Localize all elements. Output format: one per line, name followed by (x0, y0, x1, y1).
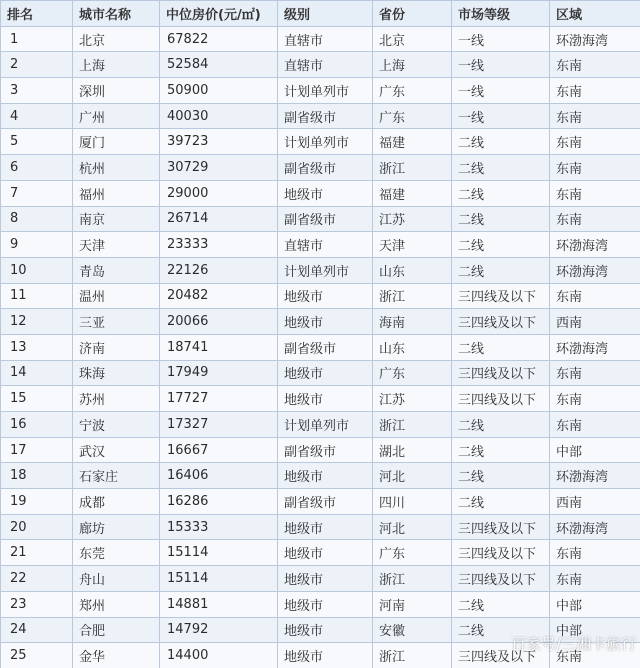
region-cell: 东南 (550, 566, 640, 592)
market-tier-cell: 二线 (452, 437, 550, 463)
table-row (1, 334, 640, 360)
header-province: 省份 (373, 1, 452, 27)
rank-cell: 9 (1, 232, 73, 258)
region-cell: 西南 (550, 309, 640, 335)
price-cell: 20066 (160, 309, 278, 335)
city-cell: 郑州 (73, 591, 160, 617)
price-cell: 16286 (160, 489, 278, 515)
province-cell: 江苏 (373, 386, 452, 412)
city-cell: 石家庄 (73, 463, 160, 489)
market-tier-cell: 二线 (452, 334, 550, 360)
rank-cell: 1 (1, 26, 73, 52)
region-cell: 东南 (550, 103, 640, 129)
market-tier-cell: 三四线及以下 (452, 283, 550, 309)
province-cell: 上海 (373, 52, 452, 78)
table-row (1, 103, 640, 129)
province-cell: 浙江 (373, 412, 452, 438)
market-tier-cell: 二线 (452, 180, 550, 206)
rank-cell: 20 (1, 514, 73, 540)
region-cell: 环渤海湾 (550, 334, 640, 360)
level-cell: 地级市 (278, 540, 373, 566)
market-tier-cell: 二线 (452, 155, 550, 181)
province-cell: 浙江 (373, 283, 452, 309)
table-row (1, 309, 640, 335)
province-cell: 四川 (373, 489, 452, 515)
level-cell: 直辖市 (278, 52, 373, 78)
header-region: 区域 (550, 1, 640, 27)
level-cell: 地级市 (278, 360, 373, 386)
market-tier-cell: 二线 (452, 591, 550, 617)
price-cell: 15114 (160, 540, 278, 566)
rank-cell: 5 (1, 129, 73, 155)
city-cell: 济南 (73, 334, 160, 360)
province-cell: 山东 (373, 257, 452, 283)
rank-cell: 17 (1, 437, 73, 463)
market-tier-cell: 三四线及以下 (452, 566, 550, 592)
price-cell: 17949 (160, 360, 278, 386)
province-cell: 河南 (373, 591, 452, 617)
city-cell: 珠海 (73, 360, 160, 386)
market-tier-cell: 二线 (452, 129, 550, 155)
market-tier-cell: 一线 (452, 78, 550, 104)
rank-cell: 14 (1, 360, 73, 386)
market-tier-cell: 二线 (452, 617, 550, 643)
level-cell: 计划单列市 (278, 257, 373, 283)
market-tier-cell: 三四线及以下 (452, 643, 550, 668)
table-row (1, 514, 640, 540)
market-tier-cell: 三四线及以下 (452, 386, 550, 412)
city-cell: 青岛 (73, 257, 160, 283)
price-cell: 14881 (160, 591, 278, 617)
price-cell: 16667 (160, 437, 278, 463)
level-cell: 地级市 (278, 180, 373, 206)
rank-cell: 15 (1, 386, 73, 412)
rank-cell: 4 (1, 103, 73, 129)
city-cell: 廊坊 (73, 514, 160, 540)
level-cell: 直辖市 (278, 26, 373, 52)
city-cell: 宁波 (73, 412, 160, 438)
rank-cell: 13 (1, 334, 73, 360)
province-cell: 广东 (373, 360, 452, 386)
market-tier-cell: 三四线及以下 (452, 514, 550, 540)
price-cell: 29000 (160, 180, 278, 206)
table-row (1, 360, 640, 386)
level-cell: 地级市 (278, 283, 373, 309)
price-cell: 20482 (160, 283, 278, 309)
region-cell: 西南 (550, 489, 640, 515)
rank-cell: 18 (1, 463, 73, 489)
region-cell: 中部 (550, 617, 640, 643)
market-tier-cell: 三四线及以下 (452, 309, 550, 335)
rank-cell: 22 (1, 566, 73, 592)
province-cell: 北京 (373, 26, 452, 52)
rank-cell: 24 (1, 617, 73, 643)
region-cell: 东南 (550, 206, 640, 232)
level-cell: 副省级市 (278, 103, 373, 129)
province-cell: 浙江 (373, 155, 452, 181)
rank-cell: 3 (1, 78, 73, 104)
region-cell: 环渤海湾 (550, 257, 640, 283)
region-cell: 环渤海湾 (550, 514, 640, 540)
region-cell: 东南 (550, 155, 640, 181)
region-cell: 东南 (550, 386, 640, 412)
level-cell: 计划单列市 (278, 129, 373, 155)
price-cell: 15114 (160, 566, 278, 592)
rank-cell: 21 (1, 540, 73, 566)
level-cell: 地级市 (278, 566, 373, 592)
region-cell: 环渤海湾 (550, 26, 640, 52)
city-cell: 广州 (73, 103, 160, 129)
price-cell: 17327 (160, 412, 278, 438)
region-cell: 环渤海湾 (550, 463, 640, 489)
city-cell: 三亚 (73, 309, 160, 335)
price-cell: 40030 (160, 103, 278, 129)
province-cell: 山东 (373, 334, 452, 360)
table-header (1, 1, 640, 27)
city-cell: 东莞 (73, 540, 160, 566)
rank-cell: 10 (1, 257, 73, 283)
price-cell: 16406 (160, 463, 278, 489)
header-row (1, 1, 640, 27)
level-cell: 副省级市 (278, 334, 373, 360)
city-cell: 深圳 (73, 78, 160, 104)
level-cell: 副省级市 (278, 206, 373, 232)
province-cell: 江苏 (373, 206, 452, 232)
price-cell: 15333 (160, 514, 278, 540)
market-tier-cell: 二线 (452, 232, 550, 258)
province-cell: 河北 (373, 514, 452, 540)
header-level: 级别 (278, 1, 373, 27)
city-cell: 上海 (73, 52, 160, 78)
table-row (1, 386, 640, 412)
city-cell: 金华 (73, 643, 160, 668)
market-tier-cell: 二线 (452, 412, 550, 438)
region-cell: 东南 (550, 540, 640, 566)
region-cell: 东南 (550, 643, 640, 668)
city-cell: 天津 (73, 232, 160, 258)
level-cell: 副省级市 (278, 437, 373, 463)
region-cell: 东南 (550, 360, 640, 386)
province-cell: 河北 (373, 463, 452, 489)
city-cell: 厦门 (73, 129, 160, 155)
region-cell: 东南 (550, 180, 640, 206)
market-tier-cell: 二线 (452, 463, 550, 489)
header-market-tier: 市场等级 (452, 1, 550, 27)
city-cell: 杭州 (73, 155, 160, 181)
table-row (1, 463, 640, 489)
city-cell: 成都 (73, 489, 160, 515)
region-cell: 中部 (550, 591, 640, 617)
level-cell: 地级市 (278, 643, 373, 668)
table-row (1, 437, 640, 463)
city-cell: 合肥 (73, 617, 160, 643)
region-cell: 东南 (550, 78, 640, 104)
province-cell: 福建 (373, 180, 452, 206)
rank-cell: 8 (1, 206, 73, 232)
province-cell: 湖北 (373, 437, 452, 463)
level-cell: 地级市 (278, 514, 373, 540)
table-row (1, 283, 640, 309)
table-row (1, 180, 640, 206)
table-body (1, 26, 640, 668)
province-cell: 浙江 (373, 643, 452, 668)
city-cell: 南京 (73, 206, 160, 232)
level-cell: 计划单列市 (278, 78, 373, 104)
market-tier-cell: 二线 (452, 257, 550, 283)
rank-cell: 11 (1, 283, 73, 309)
table-row (1, 540, 640, 566)
level-cell: 直辖市 (278, 232, 373, 258)
province-cell: 天津 (373, 232, 452, 258)
city-cell: 温州 (73, 283, 160, 309)
price-cell: 23333 (160, 232, 278, 258)
table-row (1, 489, 640, 515)
market-tier-cell: 三四线及以下 (452, 540, 550, 566)
level-cell: 地级市 (278, 617, 373, 643)
table-row (1, 155, 640, 181)
level-cell: 地级市 (278, 463, 373, 489)
table-row (1, 78, 640, 104)
region-cell: 中部 (550, 437, 640, 463)
region-cell: 东南 (550, 412, 640, 438)
rank-cell: 6 (1, 155, 73, 181)
price-cell: 17727 (160, 386, 278, 412)
price-cell: 39723 (160, 129, 278, 155)
market-tier-cell: 一线 (452, 103, 550, 129)
level-cell: 地级市 (278, 591, 373, 617)
level-cell: 地级市 (278, 309, 373, 335)
rank-cell: 16 (1, 412, 73, 438)
level-cell: 地级市 (278, 386, 373, 412)
rank-cell: 2 (1, 52, 73, 78)
market-tier-cell: 二线 (452, 206, 550, 232)
table-row (1, 591, 640, 617)
watermark: 百家号/三湘卡旅行 (510, 635, 636, 653)
table-row (1, 617, 640, 643)
table-row (1, 566, 640, 592)
market-tier-cell: 二线 (452, 489, 550, 515)
rank-cell: 19 (1, 489, 73, 515)
level-cell: 副省级市 (278, 155, 373, 181)
market-tier-cell: 一线 (452, 26, 550, 52)
province-cell: 福建 (373, 129, 452, 155)
price-cell: 18741 (160, 334, 278, 360)
rank-cell: 12 (1, 309, 73, 335)
province-cell: 海南 (373, 309, 452, 335)
city-cell: 福州 (73, 180, 160, 206)
table-row (1, 129, 640, 155)
region-cell: 东南 (550, 52, 640, 78)
header-median-price: 中位房价(元/㎡) (160, 1, 278, 27)
market-tier-cell: 一线 (452, 52, 550, 78)
header-rank: 排名 (1, 1, 73, 27)
city-cell: 北京 (73, 26, 160, 52)
rank-cell: 7 (1, 180, 73, 206)
city-cell: 舟山 (73, 566, 160, 592)
province-cell: 广东 (373, 103, 452, 129)
market-tier-cell: 三四线及以下 (452, 360, 550, 386)
table-row (1, 26, 640, 52)
table-row (1, 643, 640, 668)
table-row (1, 257, 640, 283)
region-cell: 东南 (550, 283, 640, 309)
table-row (1, 232, 640, 258)
price-cell: 14792 (160, 617, 278, 643)
price-cell: 26714 (160, 206, 278, 232)
header-city: 城市名称 (73, 1, 160, 27)
level-cell: 副省级市 (278, 489, 373, 515)
city-cell: 苏州 (73, 386, 160, 412)
price-cell: 52584 (160, 52, 278, 78)
region-cell: 环渤海湾 (550, 232, 640, 258)
province-cell: 广东 (373, 540, 452, 566)
city-cell: 武汉 (73, 437, 160, 463)
price-cell: 22126 (160, 257, 278, 283)
table-row (1, 412, 640, 438)
price-cell: 67822 (160, 26, 278, 52)
province-cell: 广东 (373, 78, 452, 104)
price-cell: 50900 (160, 78, 278, 104)
table-row (1, 52, 640, 78)
level-cell: 计划单列市 (278, 412, 373, 438)
region-cell: 东南 (550, 129, 640, 155)
price-cell: 30729 (160, 155, 278, 181)
province-cell: 安徽 (373, 617, 452, 643)
price-cell: 14400 (160, 643, 278, 668)
table-row (1, 206, 640, 232)
rank-cell: 23 (1, 591, 73, 617)
rank-cell: 25 (1, 643, 73, 668)
province-cell: 浙江 (373, 566, 452, 592)
